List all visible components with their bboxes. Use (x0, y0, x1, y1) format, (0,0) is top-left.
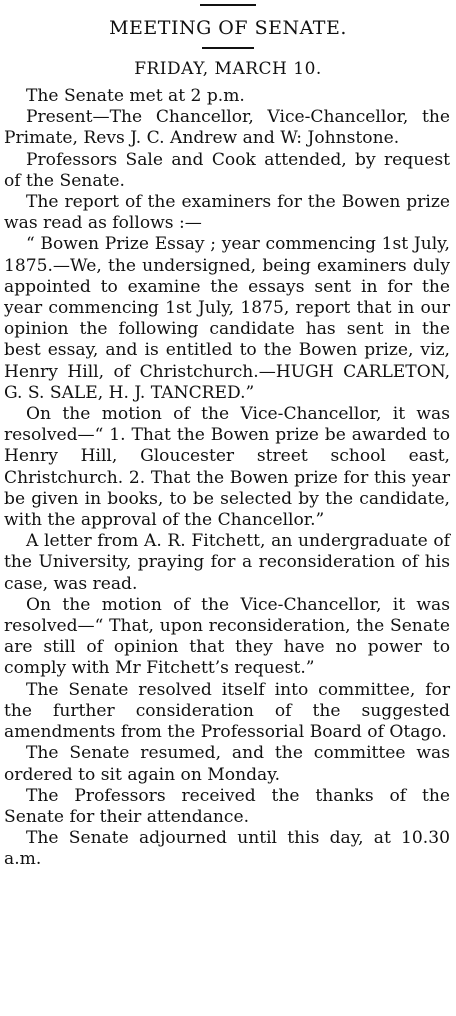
paragraph-bowen-prize-essay: “ Bowen Prize Essay ; year commencing 1st July, 1875.—We, the undersigned, being examiners duly appointed to examine the essays sent in for the year commencing 1st July, 1875, report that in our opinion the following candidate has sent in the best essay, and is entitled to the Bowen prize, viz, Henry Hill, of Christchurch.—HUGH CARLETON, G. S. SALE, H. J. TANCRED.” (4, 234, 450, 403)
article-dateline: FRIDAY, MARCH 10. (134, 59, 322, 79)
paragraph-senate-resumed: The Senate resumed, and the committee was ordered to sit again on Monday. (4, 743, 450, 785)
paragraph-adjourned: The Senate adjourned until this day, at 10.30 a.m. (4, 828, 450, 870)
article-title: MEETING OF SENATE. (109, 17, 347, 39)
paragraph-professors-attended: Professors Sale and Cook attended, by request of the Senate. (4, 149, 450, 191)
top-rule (200, 4, 256, 6)
title-rule (202, 47, 254, 49)
article-body (4, 86, 450, 871)
paragraph-thanks: The Professors received the thanks of the Senate for their attendance. (4, 785, 450, 827)
paragraph-present: Present—The Chancellor, Vice-Chancellor, the Primate, Revs J. C. Andrew and W: Johnstone. (4, 107, 450, 149)
paragraph-examiners-report: The report of the examiners for the Bowen prize was read as follows :— (4, 192, 450, 234)
paragraph-fitchett-letter: A letter from A. R. Fitchett, an undergraduate of the University, praying for a reconsideration of his case, was read. (4, 531, 450, 594)
paragraph-meeting-time: The Senate met at 2 p.m. (26, 86, 245, 106)
paragraph-fitchett-resolution: On the motion of the Vice-Chancellor, it was resolved—“ That, upon reconsideration, the Senate are still of opinion that they have no power to comply with Mr Fitchett’s request.” (4, 594, 450, 679)
paragraph-committee: The Senate resolved itself into committee, for the further consideration of the suggested amendments from the Professorial Board of Otago. (4, 679, 450, 743)
paragraph-prize-resolution: On the motion of the Vice-Chancellor, it was resolved—“ 1. That the Bowen prize be awarded to Henry Hill, Gloucester street school east, Christchurch. 2. That the Bowen prize for this year be given in books, to be selected by the candidate, with the approval of the Chancellor.” (4, 404, 450, 531)
